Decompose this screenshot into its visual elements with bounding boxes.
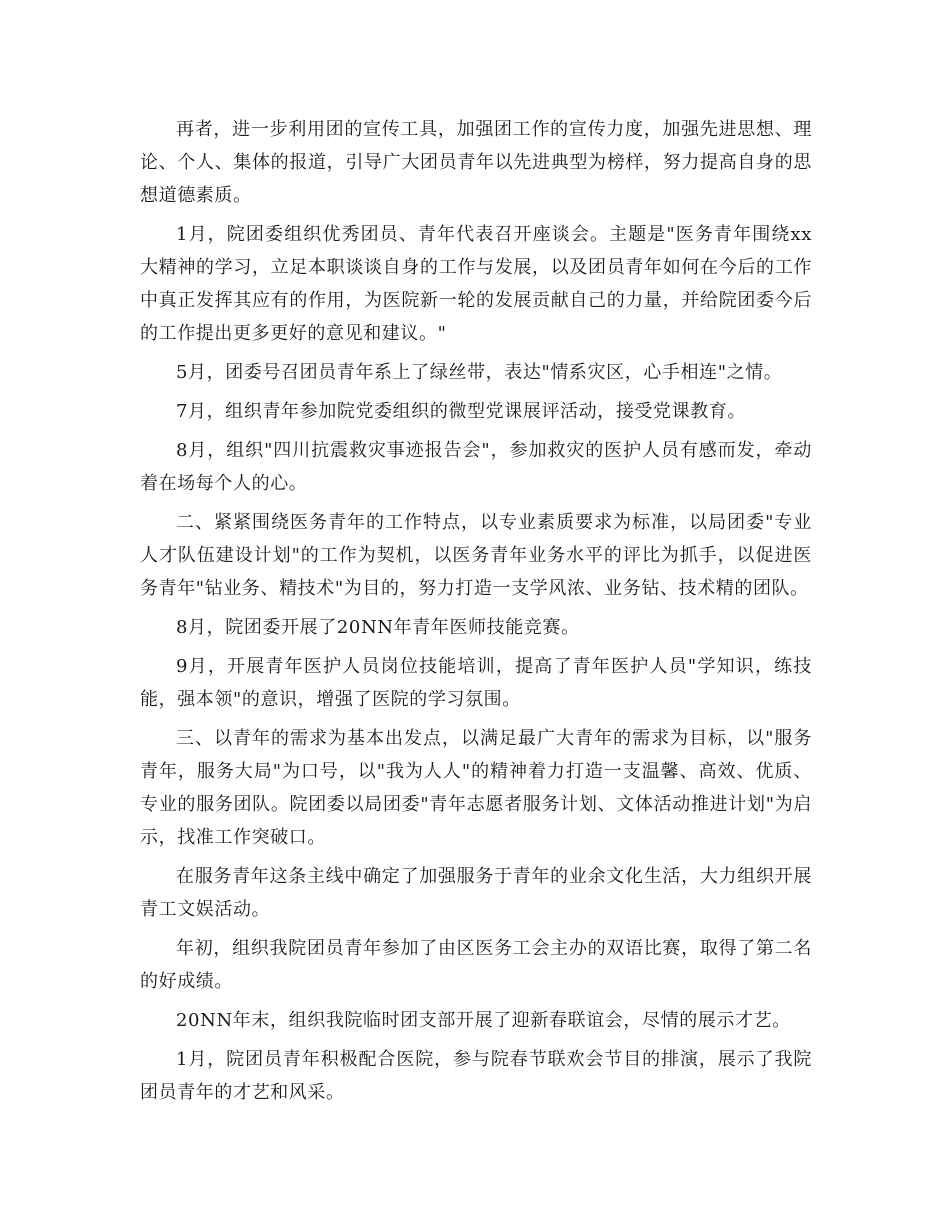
paragraph-section-two: 二、紧紧围绕医务青年的工作特点，以专业素质要求为标准，以局团委"专业人才队伍建设计划"的工作为契机，以医务青年业务水平的评比为抓手，以促进医务青年"钻业务、精技术"为目的，努力打造一支学风浓、业务钻、技术精的团队。 xyxy=(140,512,812,599)
paragraph-january-symposium: 1月，院团委组织优秀团员、青年代表召开座谈会。主题是"医务青年围绕xx大精神的学习，立足本职谈谈自身的工作与发展，以及团员青年如何在今后的工作中真正发挥其应有的作用，为医院新一轮的发展贡献自己的力量，并给院团委今后的工作提出更多更好的意见和建议。" xyxy=(140,224,812,344)
paragraph-august-report: 8月，组织"四川抗震救灾事迹报告会"，参加救灾的医护人员有感而发，牵动着在场每个人的心。 xyxy=(140,440,812,494)
paragraph-july-party-lesson: 7月，组织青年参加院党委组织的微型党课展评活动，接受党课教育。 xyxy=(176,401,747,422)
paragraph-cultural-life: 在服务青年这条主线中确定了加强服务于青年的业余文化生活，大力组织开展青工文娱活动。 xyxy=(140,866,812,920)
document-body xyxy=(140,113,812,1115)
paragraph-september-training: 9月，开展青年医护人员岗位技能培训，提高了青年医护人员"学知识，练技能，强本领"的意识，增强了医院的学习氛围。 xyxy=(140,656,812,710)
paragraph-publicity: 再者，进一步利用团的宣传工具，加强团工作的宣传力度，加强先进思想、理论、个人、集体的报道，引导广大团员青年以先进典型为榜样，努力提高自身的思想道德素质。 xyxy=(140,119,812,206)
paragraph-may-green-ribbon: 5月，团委号召团员青年系上了绿丝带，表达"情系灾区，心手相连"之情。 xyxy=(176,362,783,383)
paragraph-spring-festival: 1月，院团员青年积极配合医院，参与院春节联欢会节目的排演，展示了我院团员青年的才艺和风采。 xyxy=(140,1049,812,1103)
paragraph-bilingual-contest: 年初，组织我院团员青年参加了由区医务工会主办的双语比赛，取得了第二名的好成绩。 xyxy=(140,938,812,992)
paragraph-new-year-party: 20NN年末，组织我院临时团支部开展了迎新春联谊会，尽情的展示才艺。 xyxy=(176,1010,791,1031)
paragraph-section-three: 三、以青年的需求为基本出发点，以满足最广大青年的需求为目标，以"服务青年，服务大局"为口号，以"我为人人"的精神着力打造一支温馨、高效、优质、专业的服务团队。院团委以局团委"青年志愿者服务计划、文体活动推进计划"为启示，找准工作突破口。 xyxy=(140,728,812,848)
paragraph-august-competition: 8月，院团委开展了20NN年青年医师技能竞赛。 xyxy=(176,617,580,638)
